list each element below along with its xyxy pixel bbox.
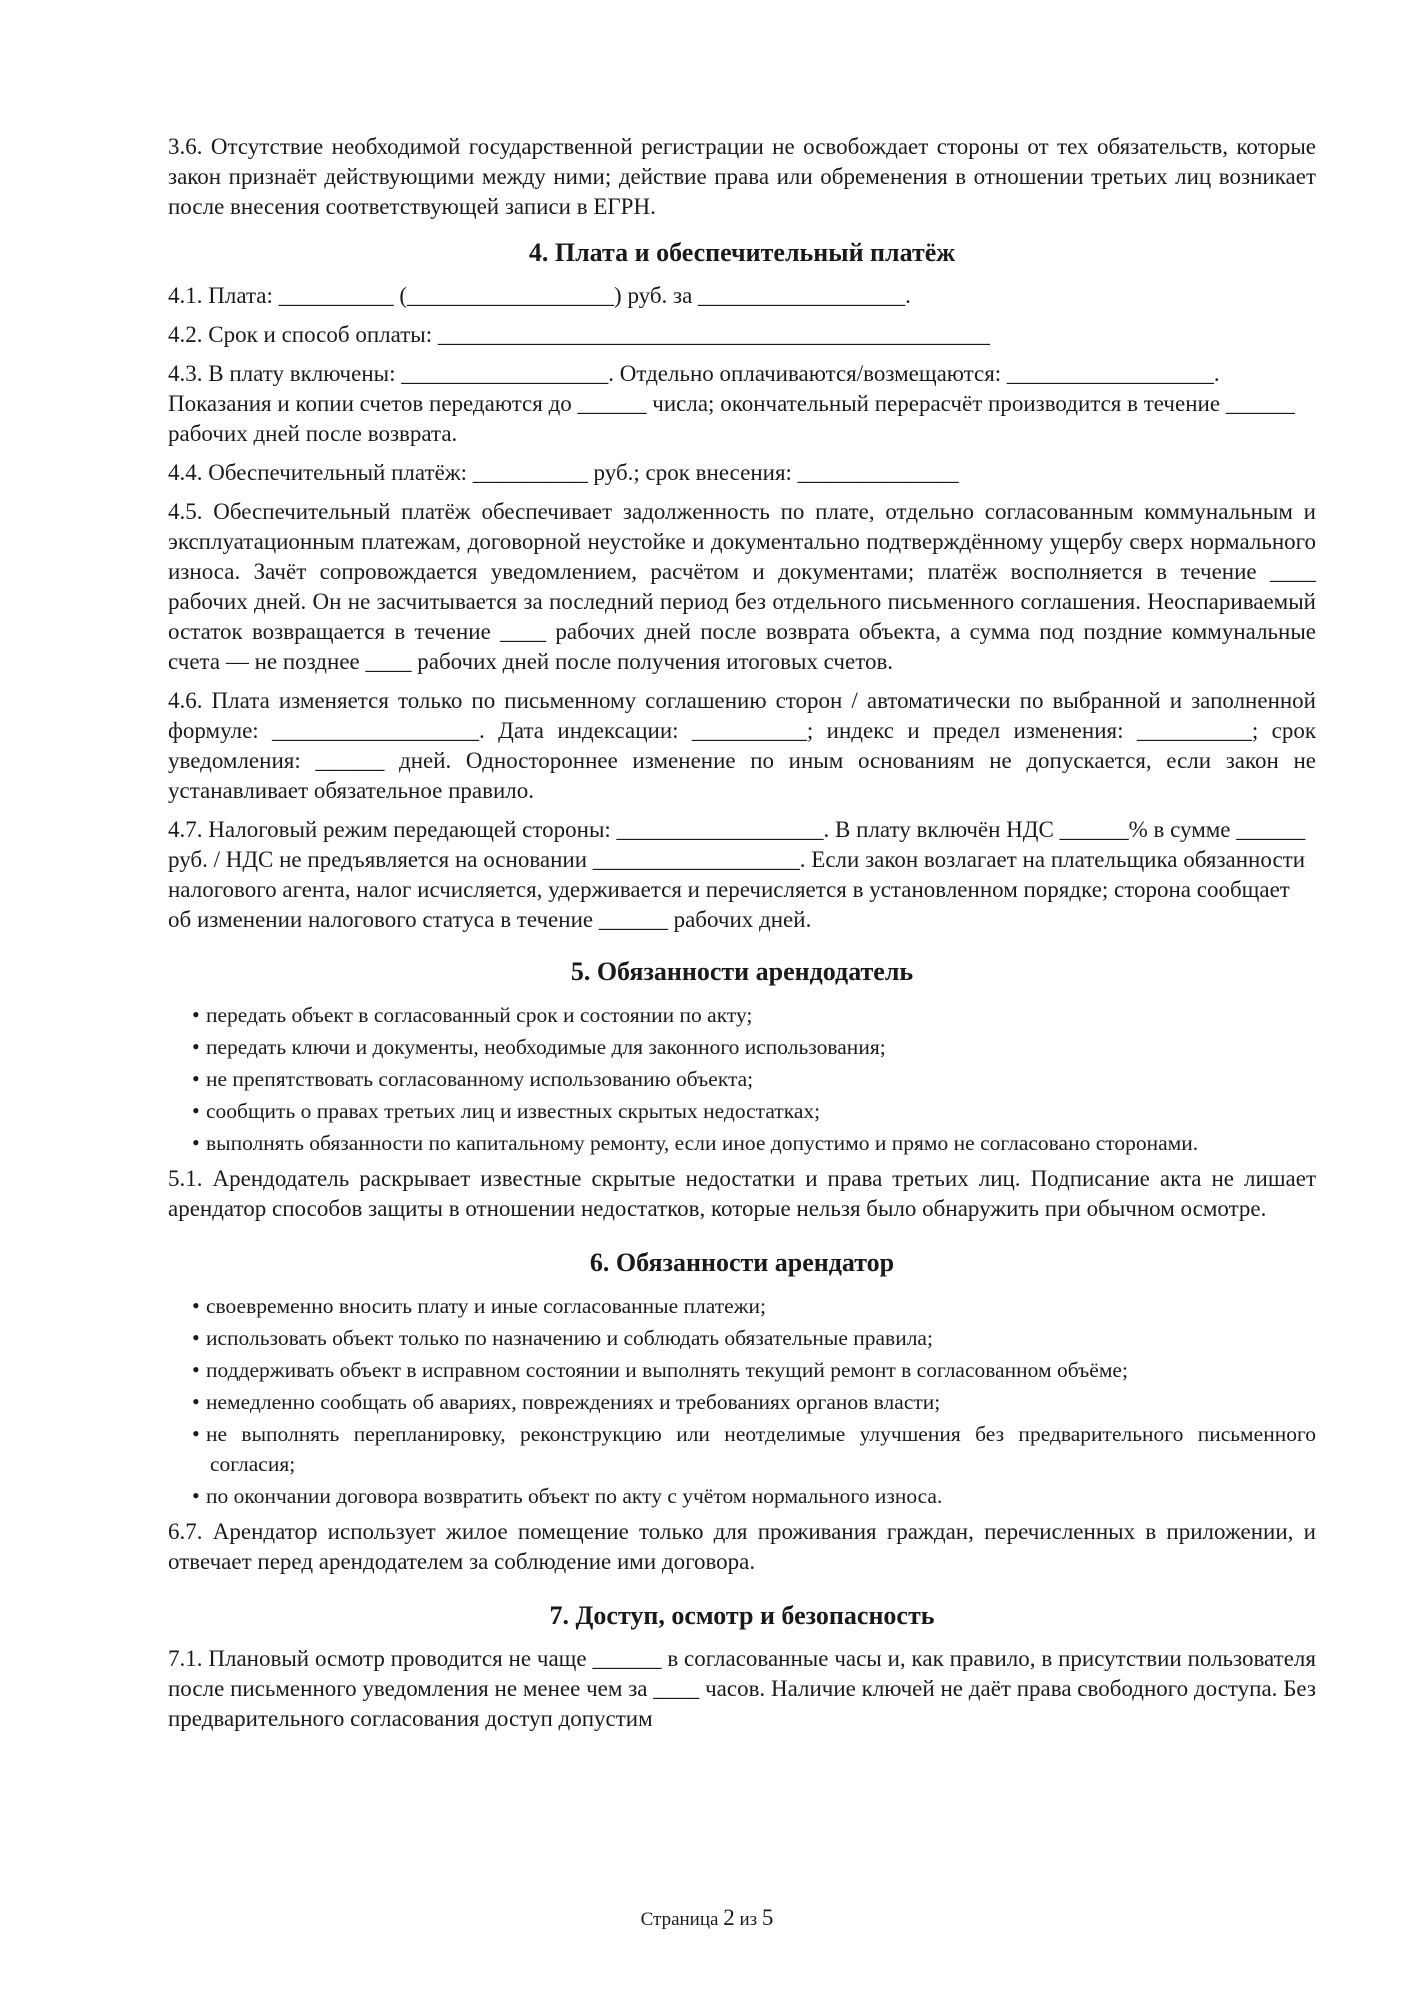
bullet-icon: •	[192, 1002, 200, 1027]
bullet-icon: •	[192, 1357, 200, 1382]
bullet-icon: •	[192, 1389, 200, 1414]
page-footer	[0, 1905, 1414, 1933]
clause-4-5: 4.5. Обеспечительный платёж обеспечивает задолженность по плате, отдельно согласованным коммунальным и эксплуатационным платежам, договорной неустойке и документально подтверждённому ущербу сверх нормального износа. Зачёт сопровождается уведомлением, расчётом и документами; платёж восполняется в течение ____ рабочих дней. Он не засчитывается за последний период без отдельного письменного соглашения. Неоспариваемый остаток возвращается в течение ____ рабочих дней после возврата объекта, а сумма под поздние коммунальные счета — не позднее ____ рабочих дней после получения итоговых счетов.	[168, 499, 1316, 674]
document-page	[168, 132, 1316, 1743]
clause-4-1: 4.1. Плата: __________ (__________________) руб. за __________________.	[168, 283, 911, 308]
bullet-icon: •	[192, 1293, 200, 1318]
clause-3-6: 3.6. Отсутствие необходимой государственной регистрации не освобождает стороны от тех обязательств, которые закон признаёт действующими между ними; действие права или обременения в отношении третьих лиц возникает после внесения соответствующей записи в ЕГРН.	[168, 134, 1316, 219]
bullet-icon: •	[192, 1098, 200, 1123]
section-4-heading: 4. Плата и обеспечительный платёж	[528, 238, 956, 267]
clause-4-4: 4.4. Обеспечительный платёж: __________ руб.; срок внесения: ______________	[168, 460, 959, 485]
list-item: • своевременно вносить плату и иные согласованные платежи;	[192, 1291, 1316, 1321]
bullet-icon: •	[192, 1066, 200, 1091]
bullet-icon: •	[192, 1325, 200, 1350]
list-item: • не препятствовать согласованному использованию объекта;	[192, 1064, 1316, 1094]
clause-5-1: 5.1. Арендодатель раскрывает известные скрытые недостатки и права третьих лиц. Подписание акта не лишает арендатор способов защиты в отношении недостатков, которые нельзя было обнаружить при обычном осмотре.	[168, 1166, 1316, 1221]
section-6-heading: 6. Обязанности арендатор	[589, 1248, 895, 1277]
list-item: • выполнять обязанности по капитальному ремонту, если иное допустимо и прямо не согласовано сторонами.	[192, 1128, 1316, 1158]
bullet-icon: •	[192, 1034, 200, 1059]
page-number-separator: из	[739, 1909, 758, 1930]
page-number-current: 2	[723, 1905, 735, 1930]
bullet-icon: •	[192, 1421, 200, 1446]
landlord-duties-list	[168, 1000, 1316, 1158]
clause-6-7: 6.7. Арендатор использует жилое помещение только для проживания граждан, перечисленных в приложении, и отвечает перед арендодателем за соблюдение ими договора.	[168, 1519, 1316, 1574]
list-item: • передать ключи и документы, необходимые для законного использования;	[192, 1032, 1316, 1062]
bullet-icon: •	[192, 1483, 200, 1508]
section-7-heading: 7. Доступ, осмотр и безопасность	[549, 1601, 935, 1630]
page-number-prefix: Страница	[640, 1909, 719, 1930]
clause-4-7: 4.7. Налоговый режим передающей стороны: __________________. В плату включён НДС ______% в сумме ______ руб. / НДС не предъявляется на основании __________________. Если закон возлагает на плательщика обязанности налогового агента, налог исчисляется, удерживается и перечисляется в установленном порядке; сторона сообщает об изменении налогового статуса в течение ______ рабочих дней.	[168, 817, 1306, 932]
list-item: • поддерживать объект в исправном состоянии и выполнять текущий ремонт в согласованном объёме;	[192, 1355, 1316, 1385]
clause-7-1: 7.1. Плановый осмотр проводится не чаще ______ в согласованные часы и, как правило, в присутствии пользователя после письменного уведомления не менее чем за ____ часов. Наличие ключей не даёт права свободного доступа. Без предварительного согласования доступ допустим	[168, 1646, 1316, 1731]
list-item: • передать объект в согласованный срок и состоянии по акту;	[192, 1000, 1316, 1030]
section-5-heading: 5. Обязанности арендодатель	[570, 957, 914, 986]
list-item: • по окончании договора возвратить объект по акту с учётом нормального износа.	[192, 1481, 1316, 1511]
list-item: • использовать объект только по назначению и соблюдать обязательные правила;	[192, 1323, 1316, 1353]
list-item: • сообщить о правах третьих лиц и известных скрытых недостатках;	[192, 1096, 1316, 1126]
list-item: • немедленно сообщать об авариях, повреждениях и требованиях органов власти;	[192, 1387, 1316, 1417]
clause-4-2: 4.2. Срок и способ оплаты: ________________________________________________	[168, 322, 990, 347]
list-item: • не выполнять перепланировку, реконструкцию или неотделимые улучшения без предварительного письменного согласия;	[192, 1421, 1316, 1476]
clause-4-3: 4.3. В плату включены: __________________. Отдельно оплачиваются/возмещаются: __________________. Показания и копии счетов передаются до ______ числа; окончательный перерасчёт производится в течение ______ рабочих дней после возврата.	[168, 361, 1295, 446]
tenant-duties-list	[168, 1291, 1316, 1511]
page-number-total: 5	[761, 1905, 774, 1930]
clause-4-6: 4.6. Плата изменяется только по письменному соглашению сторон / автоматически по выбранной и заполненной формуле: __________________. Дата индексации: __________; индекс и предел изменения: __________; срок уведомления: ______ дней. Одностороннее изменение по иным основаниям не допускается, если закон не устанавливает обязательное правило.	[168, 688, 1316, 803]
bullet-icon: •	[192, 1130, 200, 1155]
